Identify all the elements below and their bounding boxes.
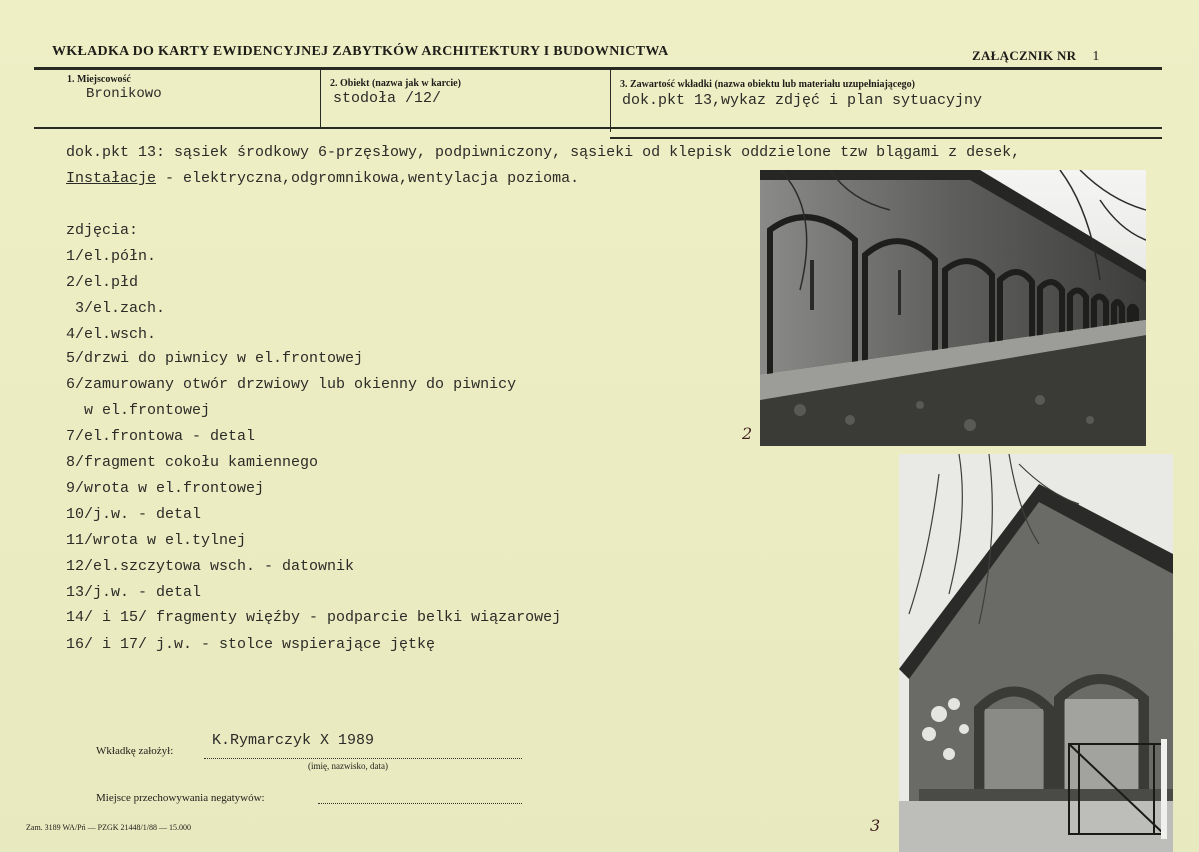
author-value: K.Rymarczyk X 1989 [212, 732, 375, 749]
attachment-number-field [972, 48, 1100, 65]
photo-list-item: 3/el.zach. [66, 300, 166, 317]
negatives-storage-label: Miejsce przechowywania negatywów: [96, 792, 265, 804]
photo-list-item: 2/el.płd [66, 274, 139, 291]
body-top-rule [610, 137, 1162, 139]
photo-number-2: 2 [742, 424, 753, 443]
object-value: stodoła /12/ [333, 90, 442, 107]
locality-value: Bronikowo [86, 86, 162, 102]
installations-text: - elektryczna,odgromnikowa,wentylacja pozioma. [156, 170, 580, 187]
photo-list-item: 5/drzwi do piwnicy w el.frontowej [66, 350, 364, 367]
author-label: Wkładkę założył: [96, 745, 174, 757]
installations-line [66, 170, 579, 187]
photo-number-3: 3 [870, 816, 881, 835]
photo-list-item: 16/ i 17/ j.w. - stolce wspierające jętkę [66, 636, 436, 653]
photo-list-item: 10/j.w. - detal [66, 506, 202, 523]
photo-list-item: 13/j.w. - detal [66, 584, 202, 601]
photo-list-item: w el.frontowej [66, 402, 211, 419]
barn-side-photo [760, 170, 1146, 446]
photo-list-item: 12/el.szczytowa wsch. - datownik [66, 558, 355, 575]
photos-heading: zdjęcia: [66, 222, 139, 239]
photo-list-item: 8/fragment cokołu kamiennego [66, 454, 319, 471]
description-line: dok.pkt 13: sąsiek środkowy 6-przęsłowy, podpiwniczony, sąsieki od klepisk oddzielone tzw blągami z desek, [66, 144, 1021, 161]
negatives-storage-line [318, 803, 522, 804]
photo-list-item: 11/wrota w el.tylnej [66, 532, 247, 549]
object-label: 2. Obiekt (nazwa jak w karcie) [330, 78, 461, 89]
fields-bottom-rule [34, 127, 1162, 129]
locality-label: 1. Miejscowość [67, 74, 131, 85]
field-divider-1 [320, 70, 321, 128]
photo-list-item: 7/el.frontowa - detal [66, 428, 256, 445]
content-label: 3. Zawartość wkładki (nazwa obiektu lub materiału uzupełniającego) [620, 79, 916, 90]
content-value: dok.pkt 13,wykaz zdjęć i plan sytuacyjny [622, 92, 983, 109]
author-line [204, 758, 522, 759]
print-info: Zam. 3189 WA/Pń — PZGK 21448/1/88 — 15.000 [26, 823, 191, 832]
barn-gable-photo [899, 454, 1173, 852]
document-title: WKŁADKA DO KARTY EWIDENCYJNEJ ZABYTKÓW ARCHITEKTURY I BUDOWNICTWA [52, 44, 669, 59]
author-caption: (imię, nazwisko, data) [308, 761, 388, 771]
photo-list-item: 9/wrota w el.frontowej [66, 480, 265, 497]
photo-list-item: 14/ i 15/ fragmenty więźby - podparcie belki wiązarowej [66, 609, 562, 626]
attachment-label: ZAŁĄCZNIK NR [972, 48, 1077, 63]
photo-list-item: 6/zamurowany otwór drzwiowy lub okienny do piwnicy [66, 376, 517, 393]
attachment-number: 1 [1092, 49, 1100, 64]
top-rule [34, 67, 1162, 70]
field-divider-2 [610, 70, 611, 132]
photo-list-item: 1/el.półn. [66, 248, 157, 265]
photo-list-item: 4/el.wsch. [66, 326, 157, 343]
installations-label: Instałacje [66, 170, 157, 187]
